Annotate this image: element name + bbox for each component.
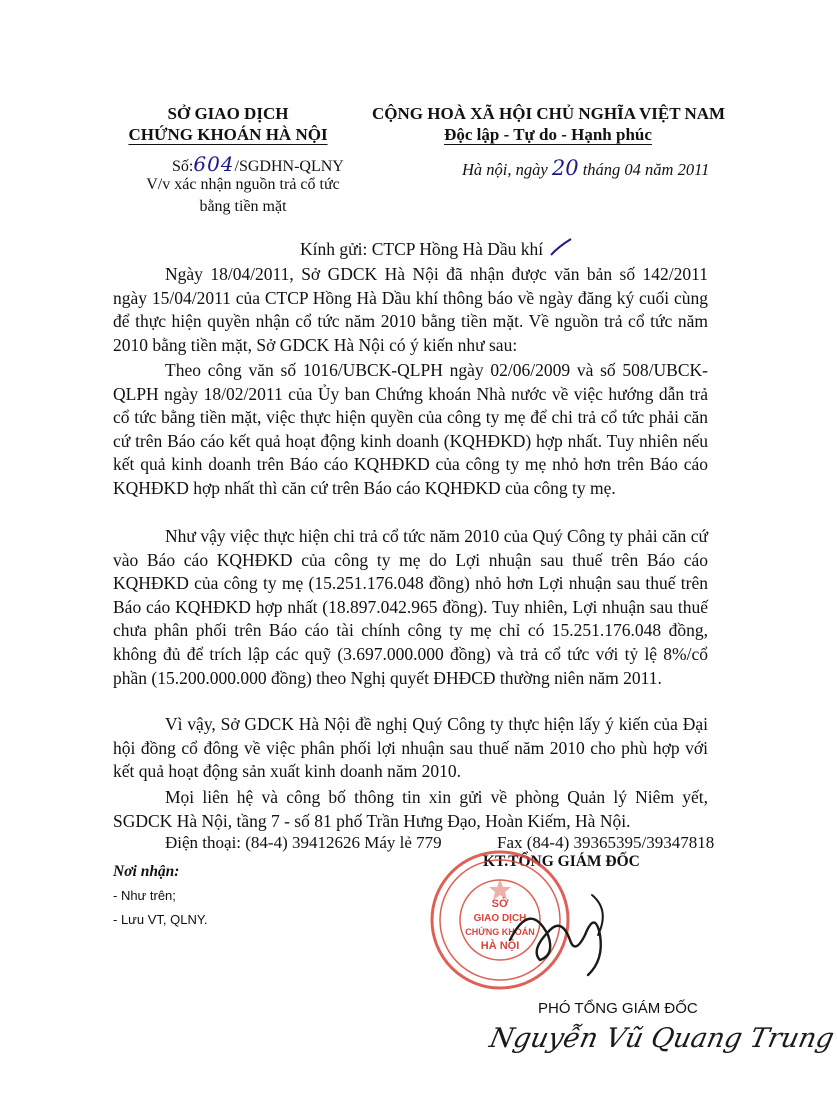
national-motto: Độc lập - Tự do - Hạnh phúc bbox=[444, 125, 652, 144]
recipients-block bbox=[113, 860, 207, 932]
issuer-org-line2: CHỨNG KHOÁN HÀ NỘI bbox=[128, 125, 328, 144]
issue-date-suffix: tháng 04 năm 2011 bbox=[582, 160, 710, 179]
issuer-org-name bbox=[118, 103, 338, 145]
handwritten-signature-icon bbox=[500, 880, 620, 980]
body-paragraph-1: Ngày 18/04/2011, Sở GDCK Hà Nội đã nhận được văn bản số 142/2011 ngày 15/04/2011 của CTCP Hồng Hà Dầu khí thông báo về ngày đăng ký cuối cùng để thực hiện quyền nhận cổ tức năm 2010 bằng tiền mặt. Về nguồn trả cổ tức năm 2010 bằng tiền mặt, Sở GDCK Hà Nội có ý kiến như sau: bbox=[113, 264, 708, 355]
body-paragraph-2: Theo công văn số 1016/UBCK-QLPH ngày 02/06/2009 và số 508/UBCK-QLPH ngày 18/02/2011 của Ủy ban Chứng khoán Nhà nước về việc hướng dẫn trả cổ tức bằng tiền mặt, việc thực hiện quyền của công ty mẹ để chi trả cổ tức phải căn cứ trên Báo cáo kết quả hoạt động kinh doanh (KQHĐKD) hợp nhất. Tuy nhiên nếu kết quả kinh doanh trên Báo cáo KQHĐKD của công ty mẹ nhỏ hơn trên Báo cáo KQHĐKD hợp nhất thì căn cứ trên Báo cáo KQHĐKD của công ty mẹ. bbox=[113, 360, 708, 498]
body-paragraph-3: Như vậy việc thực hiện chi trả cổ tức năm 2010 của Quý Công ty phải căn cứ vào Báo cáo KQHĐKD của công ty mẹ do Lợi nhuận sau thuế trên Báo cáo KQHĐKD của công ty mẹ (15.251.176.048 đồng) nhỏ hơn Lợi nhuận sau thuế trên Báo cáo KQHĐKD hợp nhất (18.897.042.965 đồng). Tuy nhiên, Lợi nhuận sau thuế chưa phân phối trên Báo cáo tài chính công ty mẹ chỉ có 15.251.176.048 đồng, không đủ để trích lập các quỹ (3.697.000.000 đồng) và trả cổ tức với tỷ lệ 8%/cổ phần (15.200.000.000 đồng) theo Nghị quyết ĐHĐCĐ thường niên năm 2011. bbox=[113, 526, 708, 688]
subject-line2: bằng tiền mặt bbox=[199, 198, 287, 215]
issue-date bbox=[462, 156, 709, 180]
nation-name: CỘNG HOÀ XÃ HỘI CHỦ NGHĨA VIỆT NAM bbox=[372, 104, 726, 123]
issuer-org-line1: SỞ GIAO DỊCH bbox=[167, 104, 289, 123]
signer-name-handwritten: Nguyễn Vũ Quang Trung bbox=[486, 1023, 837, 1054]
signature-on-behalf: KT.TỔNG GIÁM ĐỐC bbox=[483, 853, 640, 870]
recipient-line bbox=[300, 237, 574, 260]
body-paragraph-4: Vì vậy, Sở GDCK Hà Nội đề nghị Quý Công ty thực hiện lấy ý kiến của Đại hội đồng cổ đông về việc phân phối lợi nhuận sau thuế năm 2010 cho phù hợp với kết quả hoạt động sản xuất kinh doanh năm 2010. bbox=[113, 714, 708, 782]
seal-line2: GIAO DỊCH bbox=[473, 913, 527, 924]
document-number bbox=[172, 152, 344, 176]
issue-date-prefix: Hà nội, ngày bbox=[462, 160, 548, 179]
document-number-handwritten: 604 bbox=[193, 152, 235, 176]
seal-line4: HÀ NỘI bbox=[480, 940, 520, 952]
document-number-prefix: Số: bbox=[172, 158, 194, 175]
recipients-title: Nơi nhận: bbox=[113, 863, 180, 880]
contact-phone: Điện thoại: (84-4) 39412626 Máy lẻ 779 bbox=[165, 833, 442, 852]
signature-position: PHÓ TỔNG GIÁM ĐỐC bbox=[538, 1000, 698, 1017]
handwritten-tick-icon bbox=[548, 237, 574, 259]
recipient-item-2: - Lưu VT, QLNY. bbox=[113, 912, 208, 927]
subject-line1: V/v xác nhận nguồn trả cổ tức bbox=[146, 176, 340, 193]
body-paragraph-5: Mọi liên hệ và công bố thông tin xin gửi về phòng Quản lý Niêm yết, SGDCK Hà Nội, tầng 7 - số 81 phố Trần Hưng Đạo, Hoàn Kiếm, Hà Nội. bbox=[113, 787, 708, 831]
seal-line3: CHỨNG KHOÁN bbox=[465, 927, 535, 937]
contact-fax: Fax (84-4) 39365395/39347818 bbox=[497, 833, 715, 852]
recipient-item-1: - Như trên; bbox=[113, 888, 176, 903]
document-number-suffix: /SGDHN-QLNY bbox=[234, 158, 344, 175]
document-subject bbox=[118, 174, 368, 218]
national-heading bbox=[372, 103, 724, 145]
recipient-text: Kính gửi: CTCP Hồng Hà Dầu khí bbox=[300, 239, 544, 259]
issue-date-day-handwritten: 20 bbox=[551, 156, 579, 180]
seal-line1: SỞ bbox=[491, 898, 509, 910]
